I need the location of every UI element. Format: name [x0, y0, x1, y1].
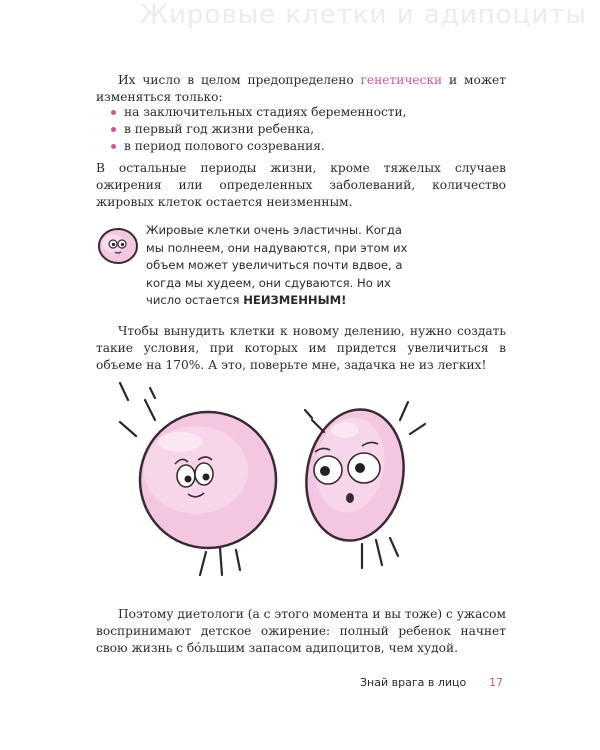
genetics-highlight: генетически — [360, 73, 443, 87]
info-note — [146, 222, 416, 310]
chapter-title: Знай врага в лицо — [360, 676, 467, 689]
list-item: в период полового созревания. — [110, 138, 407, 155]
second-paragraph: В остальные периоды жизни, кроме тяжелых случаев ожирения или определенных заболеваний, количество жировых клеток остается неизменным. — [96, 161, 506, 209]
third-paragraph: Чтобы вынудить клетки к новому делению, нужно создать такие условия, при которых им придется увеличиться в объеме на 170%. А это, поверьте мне, задачка не из легких! — [96, 324, 506, 372]
bleed-through-header: Жировые клетки и адипоциты — [140, 0, 587, 30]
fourth-paragraph: Поэтому диетологи (а с этого момента и вы тоже) с ужасом воспринимают детское ожирение: полный ребенок начнет свою жизнь с бóльшим запасом адипоцитов, чем худой. — [96, 607, 506, 655]
note-text: Жировые клетки очень эластичны. Когда мы полнеем, они надуваются, при этом их объем может увеличиться почти вдвое, а когда мы худеем, они сдуваются. Но их число остается — [146, 223, 408, 307]
intro-text-after: и может изменяться только: — [96, 73, 506, 104]
list-item: в первый год жизни ребенка, — [110, 121, 407, 138]
fat-cell-mascot-icon — [96, 226, 140, 266]
small-fat-cell — [296, 402, 413, 549]
big-fat-cell — [140, 412, 276, 548]
fat-cells-illustration — [100, 380, 500, 590]
bullet-list — [110, 104, 407, 155]
list-item: на заключительных стадиях беременности, — [110, 104, 407, 121]
intro-paragraph — [96, 72, 506, 106]
page-number: 17 — [489, 676, 503, 689]
note-emphasis: НЕИЗМЕННЫМ! — [243, 293, 347, 307]
intro-text-before: Их число в целом предопределено — [118, 73, 361, 87]
